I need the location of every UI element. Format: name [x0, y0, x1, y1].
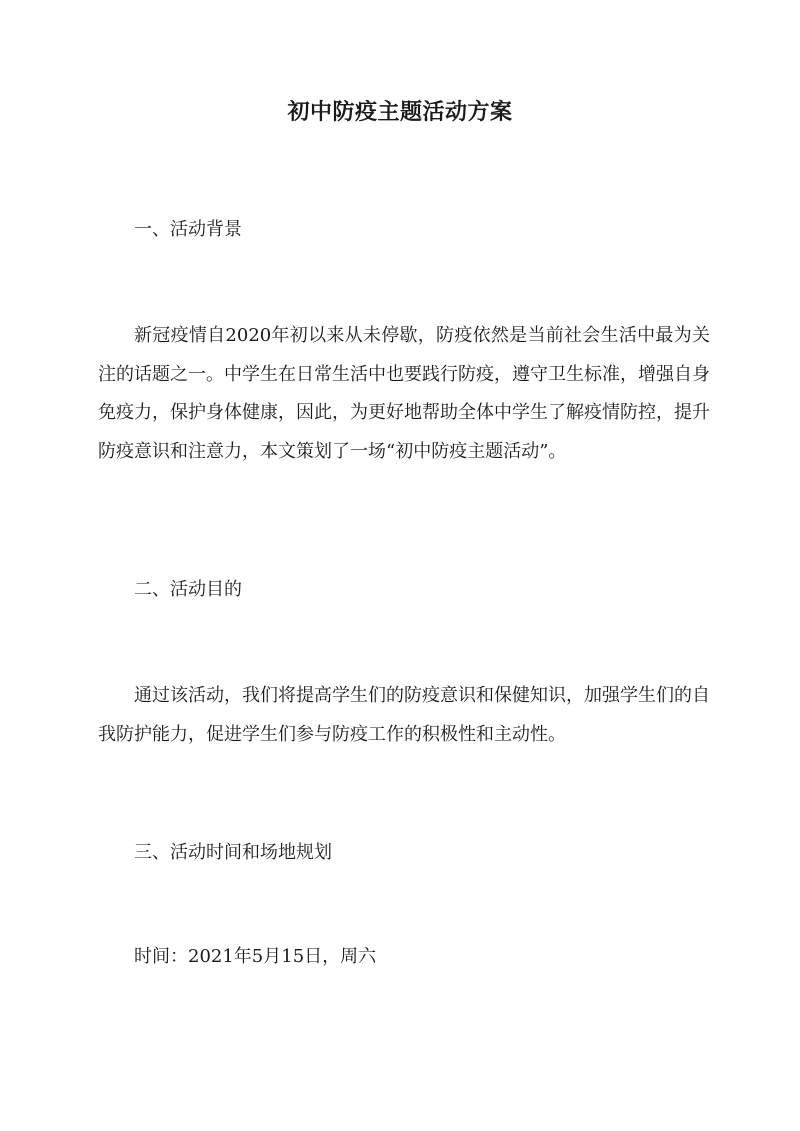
document-title: 初中防疫主题活动方案	[287, 99, 513, 125]
section-heading-background: 一、活动背景	[134, 219, 242, 240]
section-paragraph-background: 新冠疫情自2020年初以来从未停歇，防疫依然是当前社会生活中最为关注的话题之一。中学生在日常生活中也要践行防疫，遵守卫生标准，增强自身免疫力，保护身体健康，因此，为更好地帮助全体中学生了解疫情防控，提升防疫意识和注意力，本文策划了一场“初中防疫主题活动”。	[98, 325, 710, 462]
section-heading-schedule: 三、活动时间和场地规划	[134, 842, 332, 863]
section-heading-purpose: 二、活动目的	[134, 579, 242, 600]
schedule-time-line: 时间：2021年5月15日，周六	[134, 946, 377, 967]
section-paragraph-purpose: 通过该活动，我们将提高学生们的防疫意识和保健知识，加强学生们的自我防护能力，促进学生们参与防疫工作的积极性和主动性。	[98, 685, 710, 745]
